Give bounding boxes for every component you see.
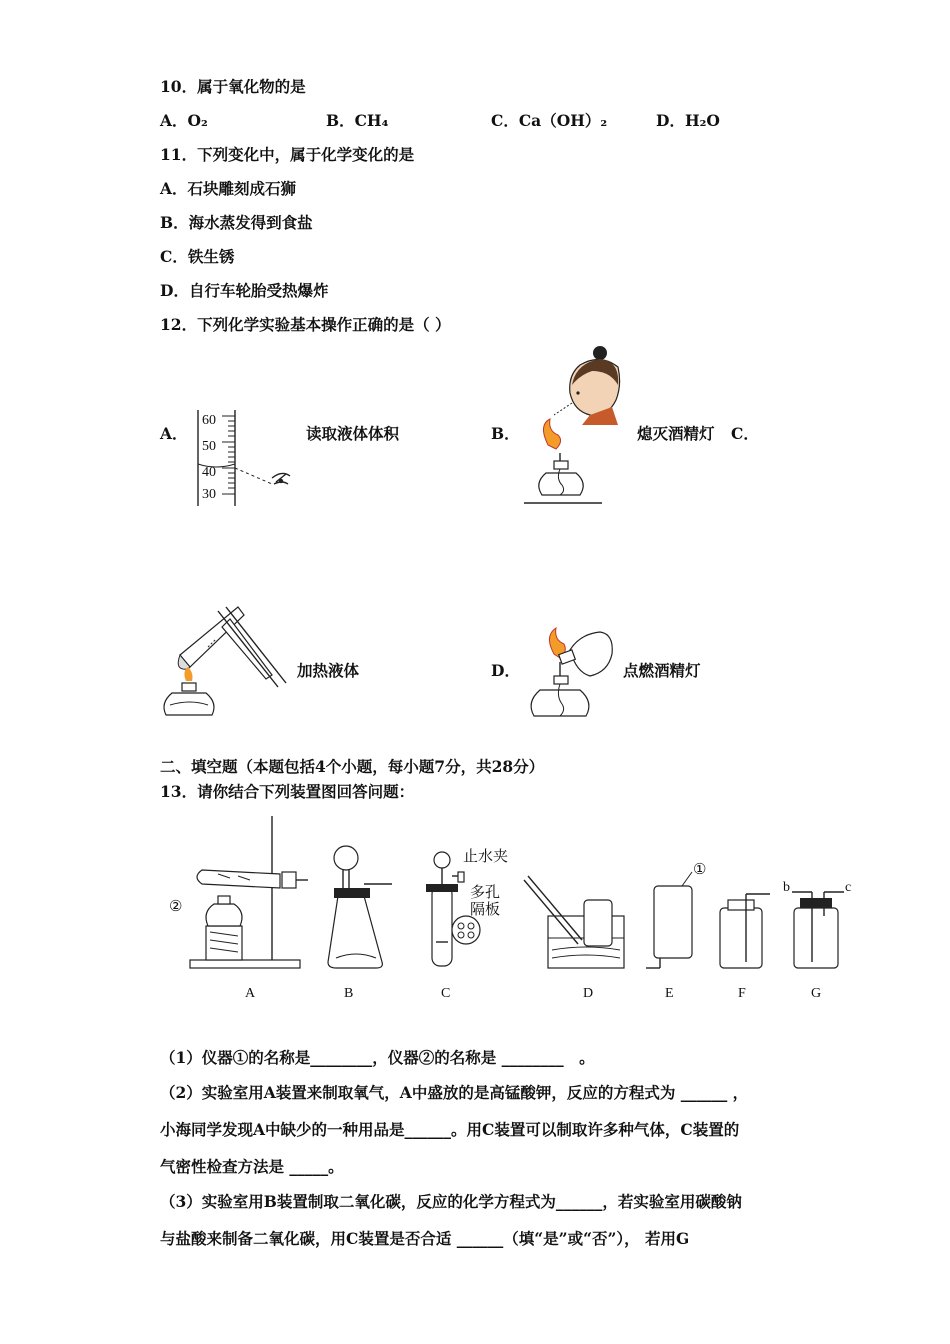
q13-part-2-line-2: 小海同学发现A中缺少的一种用品是______。用C装置可以制取许多种气体，C装置的 <box>160 1120 740 1139</box>
blow-out-lamp-figure <box>520 345 640 510</box>
light-lamp-figure <box>520 620 620 730</box>
c-plate-label-2: 隔板 <box>470 902 501 918</box>
c-clamp-label: 止水夹 <box>463 849 509 865</box>
q13-stem: 13．请你结合下列装置图回答问题： <box>160 782 415 801</box>
q11-option-c: C．铁生锈 <box>160 247 235 266</box>
apparatus-label-f: F <box>738 986 746 1001</box>
q11-stem: 11．下列变化中，属于化学变化的是 <box>160 145 415 164</box>
q13-part-2-line-3: 气密性检查方法是 _____。 <box>160 1157 344 1176</box>
cylinder-tick-30: 30 <box>202 487 216 502</box>
q12-c-letter: C． <box>731 424 759 443</box>
q12-stem: 12．下列化学实验基本操作正确的是（ ） <box>160 315 451 334</box>
q12-b-letter: B． <box>491 424 520 443</box>
q13-part-1: （1）仪器①的名称是________，仪器②的名称是 ________ 。 <box>160 1048 595 1067</box>
cylinder-tick-40: 40 <box>202 465 216 480</box>
apparatus-figure <box>160 812 860 984</box>
q10-option-c: C．Ca（OH）₂ <box>491 111 608 130</box>
q12-a-letter: A． <box>160 424 188 443</box>
g-label-b: b <box>783 880 790 895</box>
q12-a-text: 读取液体体积 <box>306 424 400 443</box>
apparatus-label-a: A <box>245 986 256 1001</box>
q11-option-b: B．海水蒸发得到食盐 <box>160 213 313 232</box>
q13-part-3-line-1: （3）实验室用B装置制取二氧化碳，反应的化学方程式为______，若实验室用碳酸钠 <box>160 1192 742 1211</box>
q12-c-text: 加热液体 <box>297 661 360 680</box>
q12-d-text: 点燃酒精灯 <box>623 661 701 680</box>
q10-option-b: B．CH₄ <box>326 111 389 130</box>
cylinder-tick-50: 50 <box>202 439 216 454</box>
q12-b-text: 熄灭酒精灯 <box>637 424 715 443</box>
apparatus-label-e: E <box>665 986 674 1001</box>
apparatus-marker-1: ① <box>693 862 707 878</box>
g-label-c: c <box>845 880 852 895</box>
q10-stem: 10．属于氧化物的是 <box>160 77 306 96</box>
q11-option-a: A．石块雕刻成石狮 <box>160 179 297 198</box>
apparatus-label-g: G <box>811 986 822 1001</box>
apparatus-label-d: D <box>583 986 594 1001</box>
heat-liquid-figure <box>160 595 300 725</box>
apparatus-label-c: C <box>441 986 451 1001</box>
q10-option-a: A．O₂ <box>160 111 208 130</box>
q10-option-d: D．H₂O <box>656 111 720 130</box>
q13-part-3-line-2: 与盐酸来制备二氧化碳，用C装置是否合适 ______（填“是”或“否”）， 若用G <box>160 1229 690 1248</box>
q12-d-letter: D． <box>491 661 520 680</box>
apparatus-marker-2: ② <box>169 899 183 915</box>
apparatus-label-b: B <box>344 986 354 1001</box>
c-plate-label-1: 多孔 <box>470 885 501 901</box>
q13-part-2-line-1: （2）实验室用A装置来制取氧气，A中盛放的是高锰酸钾，反应的方程式为 ______ ， <box>160 1083 749 1102</box>
section2-heading: 二、填空题（本题包括4个小题，每小题7分，共28分） <box>160 757 545 776</box>
cylinder-tick-60: 60 <box>202 413 216 428</box>
q11-option-d: D．自行车轮胎受热爆炸 <box>160 281 329 300</box>
